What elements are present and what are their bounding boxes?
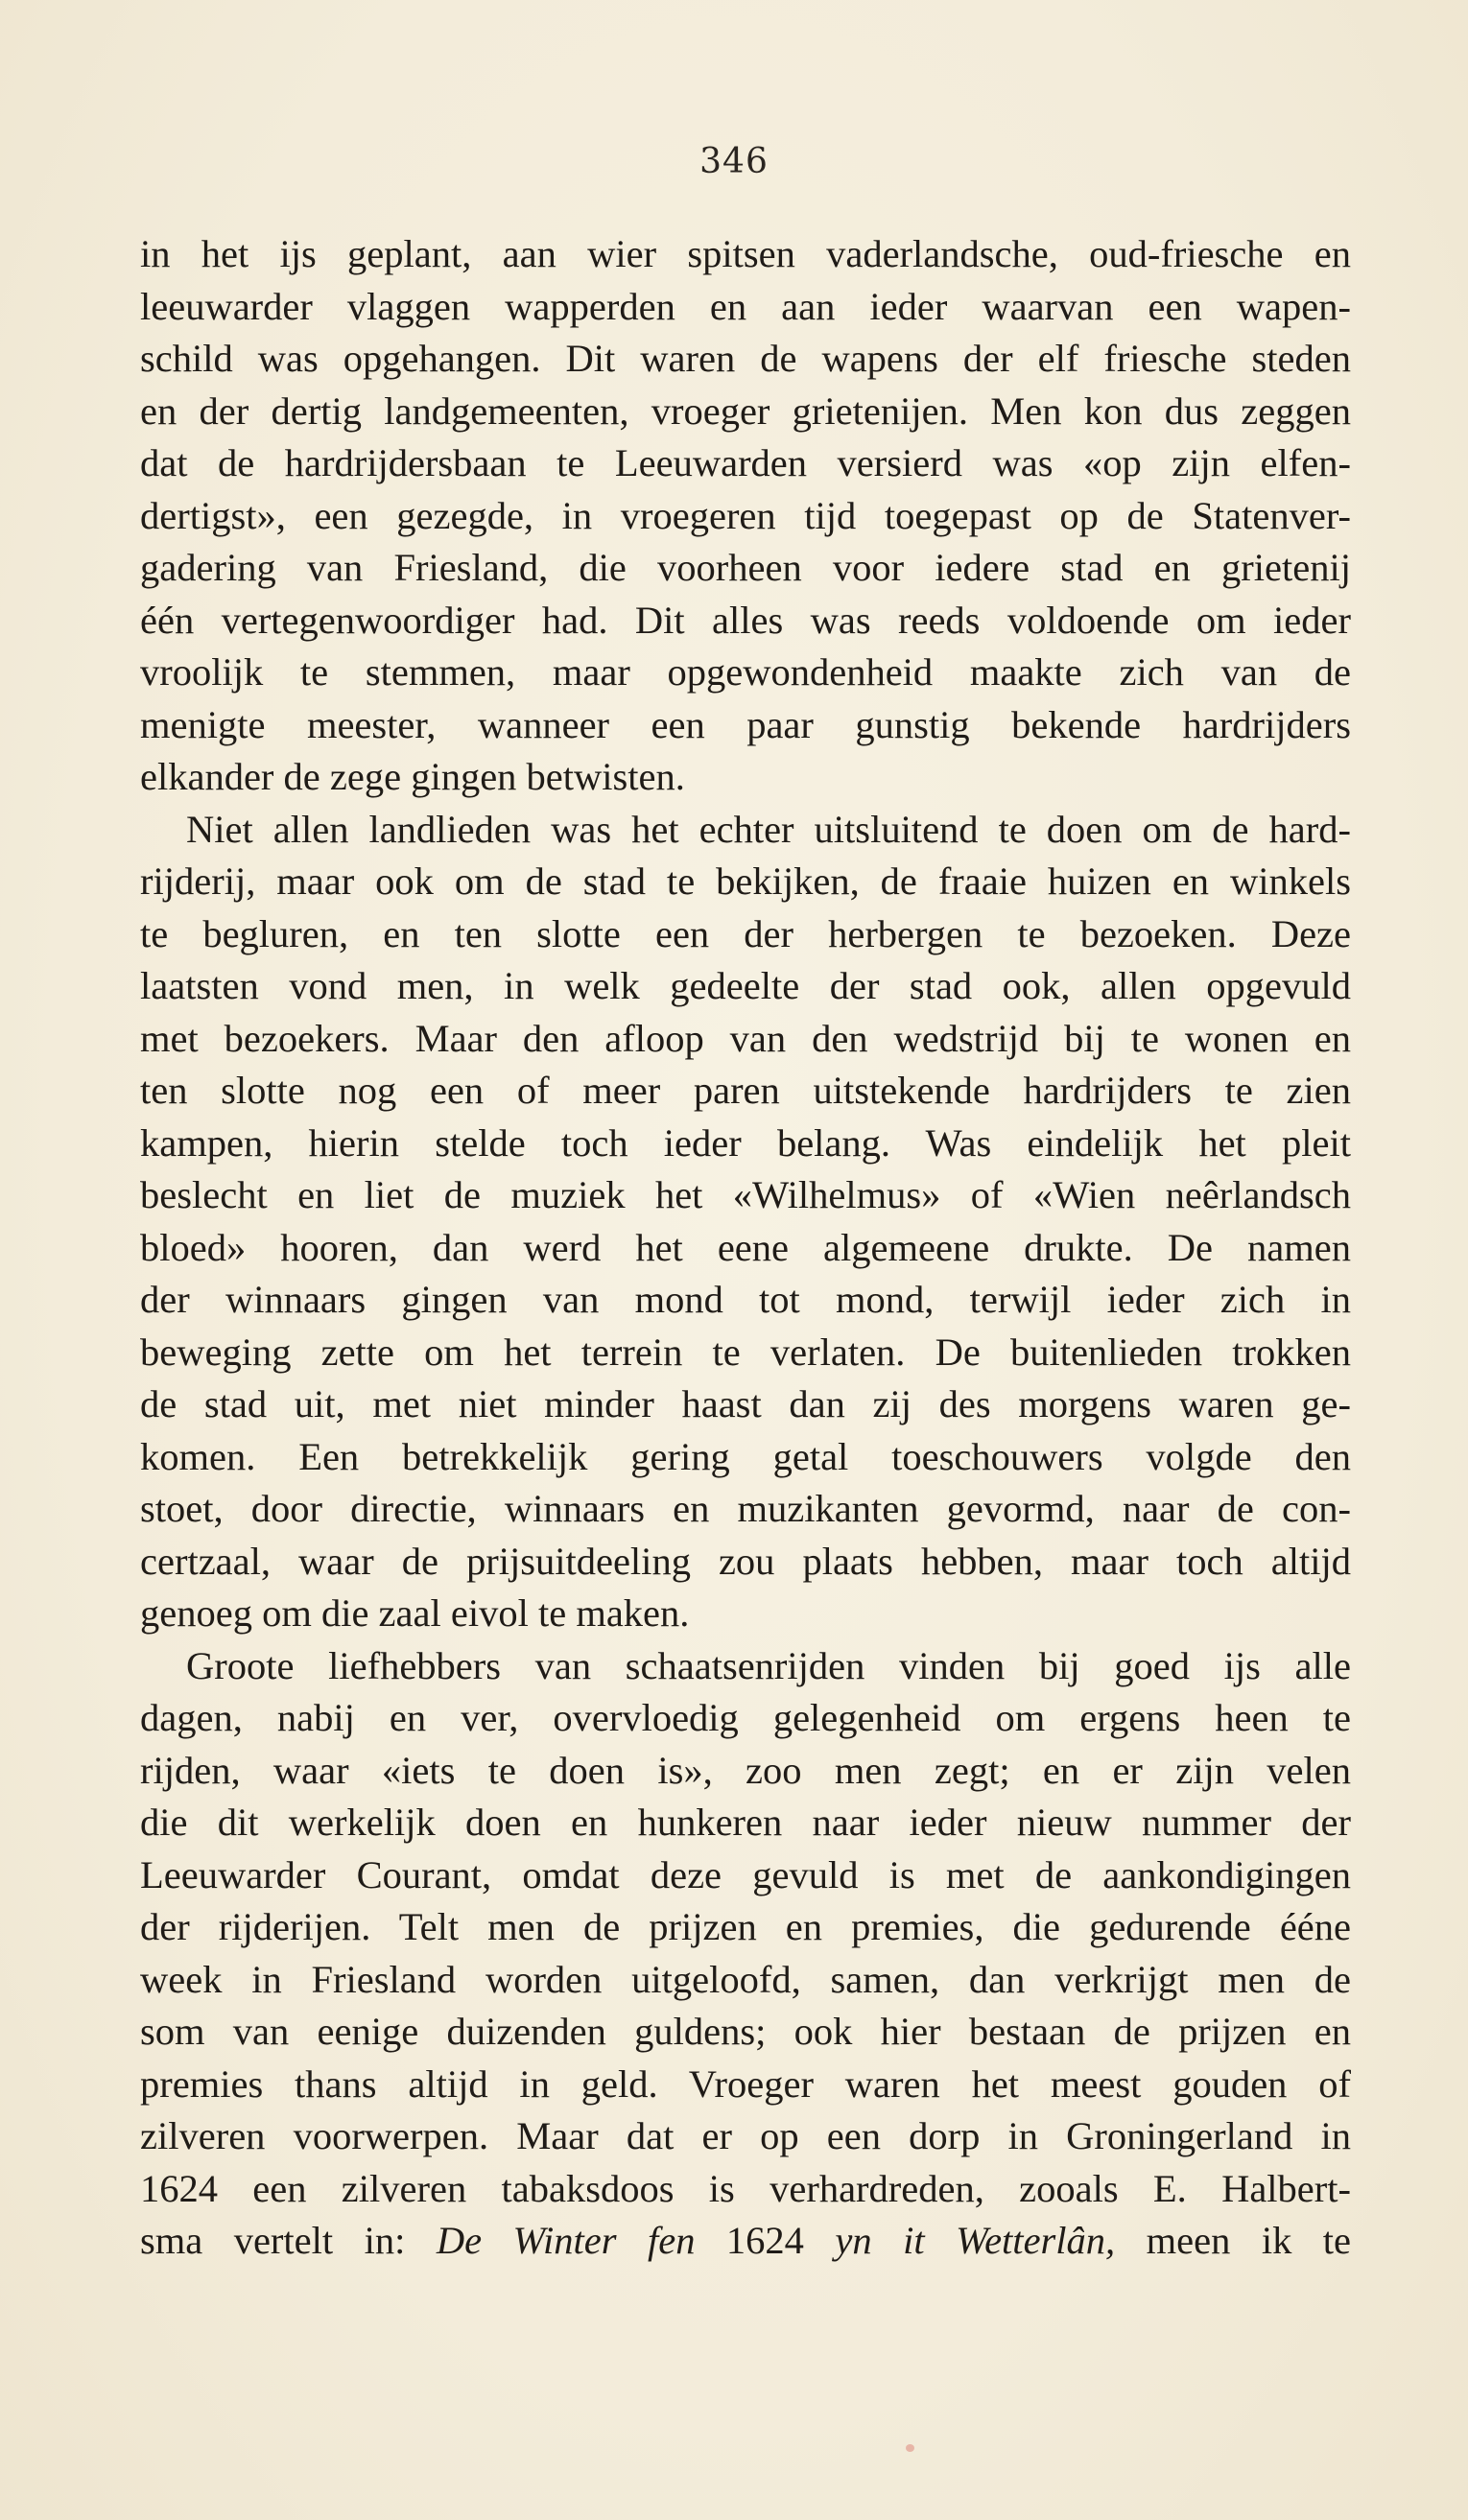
- italic-title: yn it Wetterlân,: [835, 2219, 1116, 2262]
- text-line: schild was opgehangen. Dit waren de wapens der elf friesche steden: [140, 337, 1351, 380]
- text-line: met bezoekers. Maar den afloop van den wedstrijd bij te wonen en: [140, 1016, 1351, 1060]
- text-line: Niet allen landlieden was het echter uitsluitend te doen om de hard-: [186, 807, 1351, 851]
- text-line: kampen, hierin stelde toch ieder belang. Was eindelijk het pleit: [140, 1120, 1351, 1165]
- text-line: vroolijk te stemmen, maar opgewondenheid maakte zich van de: [140, 650, 1351, 694]
- text-line: rijden, waar «iets te doen is», zoo men zegt; en er zijn velen: [140, 1748, 1351, 1792]
- text-line: certzaal, waar de prijsuitdeeling zou plaats hebben, maar toch altijd: [140, 1539, 1351, 1583]
- page-number: 346: [699, 142, 769, 181]
- text-line: ten slotte nog een of meer paren uitstekende hardrijders te zien: [140, 1069, 1351, 1112]
- text-line: dertigst», een gezegde, in vroegeren tijd toegepast op de Statenver-: [140, 493, 1351, 537]
- text-line: week in Friesland worden uitgeloofd, samen, dan verkrijgt men de: [140, 1957, 1351, 2001]
- text-line: de stad uit, met niet minder haast dan zij des morgens waren ge-: [140, 1382, 1351, 1425]
- body-text: [140, 228, 1351, 2268]
- text-line: Leeuwarder Courant, omdat deze gevuld is met de aankondigingen: [140, 1852, 1351, 1896]
- text-line: bloed» hooren, dan werd het eene algemeene drukte. De namen: [140, 1225, 1351, 1269]
- text-line: der rijderijen. Telt men de prijzen en premies, die gedurende ééne: [140, 1905, 1351, 1948]
- text-line: som van eenige duizenden guldens; ook hier bestaan de prijzen en: [140, 2010, 1351, 2053]
- text-line: in het ijs geplant, aan wier spitsen vaderlandsche, oud-friesche en: [140, 232, 1351, 275]
- text-span: meen ik te: [1115, 2219, 1352, 2262]
- text-line: die dit werkelijk doen en hunkeren naar ieder nieuw nummer der: [140, 1801, 1351, 1844]
- text-line: beweging zette om het terrein te verlaten. De buitenlieden trokken: [140, 1330, 1351, 1374]
- text-line: genoeg om die zaal eivol te maken.: [140, 1591, 690, 1635]
- text-line: dagen, nabij en ver, overvloedig gelegenheid om ergens heen te: [140, 1696, 1351, 1739]
- text-line: rijderij, maar ook om de stad te bekijken, de fraaie huizen en winkels: [140, 860, 1351, 903]
- italic-title: De Winter fen: [436, 2219, 696, 2262]
- text-line: beslecht en liet de muziek het «Wilhelmus» of «Wien neêrlandsch: [140, 1173, 1351, 1216]
- text-span: 1624: [695, 2219, 836, 2262]
- text-line: leeuwarder vlaggen wapperden en aan ieder waarvan een wapen-: [140, 284, 1351, 328]
- text-line: komen. Een betrekkelijk gering getal toeschouwers volgde den: [140, 1434, 1351, 1478]
- text-line: dat de hardrijdersbaan te Leeuwarden versierd was «op zijn elfen-: [140, 441, 1351, 484]
- text-line: elkander de zege gingen betwisten.: [140, 755, 685, 798]
- text-line: en der dertig landgemeenten, vroeger grietenijen. Men kon dus zeggen: [140, 389, 1351, 433]
- paper-speck: [906, 2444, 914, 2452]
- text-line: menigte meester, wanneer een paar gunstig bekende hardrijders: [140, 702, 1351, 746]
- text-line: te begluren, en ten slotte een der herbergen te bezoeken. Deze: [140, 911, 1351, 955]
- text-line: Groote liefhebbers van schaatsenrijden vinden bij goed ijs alle: [186, 1643, 1351, 1687]
- text-line: laatsten vond men, in welk gedeelte der stad ook, allen opgevuld: [140, 964, 1351, 1007]
- text-line: [140, 2215, 1351, 2268]
- text-line: zilveren voorwerpen. Maar dat er op een dorp in Groningerland in: [140, 2114, 1351, 2157]
- text-line: gadering van Friesland, die voorheen voor iedere stad en grietenij: [140, 546, 1351, 589]
- text-line: premies thans altijd in geld. Vroeger waren het meest gouden of: [140, 2061, 1351, 2106]
- text-line: stoet, door directie, winnaars en muzikanten gevormd, naar de con-: [140, 1487, 1351, 1530]
- text-line: 1624 een zilveren tabaksdoos is verhardreden, zooals E. Halbert-: [140, 2166, 1351, 2210]
- text-span: sma vertelt in:: [140, 2219, 437, 2262]
- text-line: der winnaars gingen van mond tot mond, terwijl ieder zich in: [140, 1278, 1351, 1321]
- text-line: één vertegenwoordiger had. Dit alles was reeds voldoende om ieder: [140, 598, 1351, 642]
